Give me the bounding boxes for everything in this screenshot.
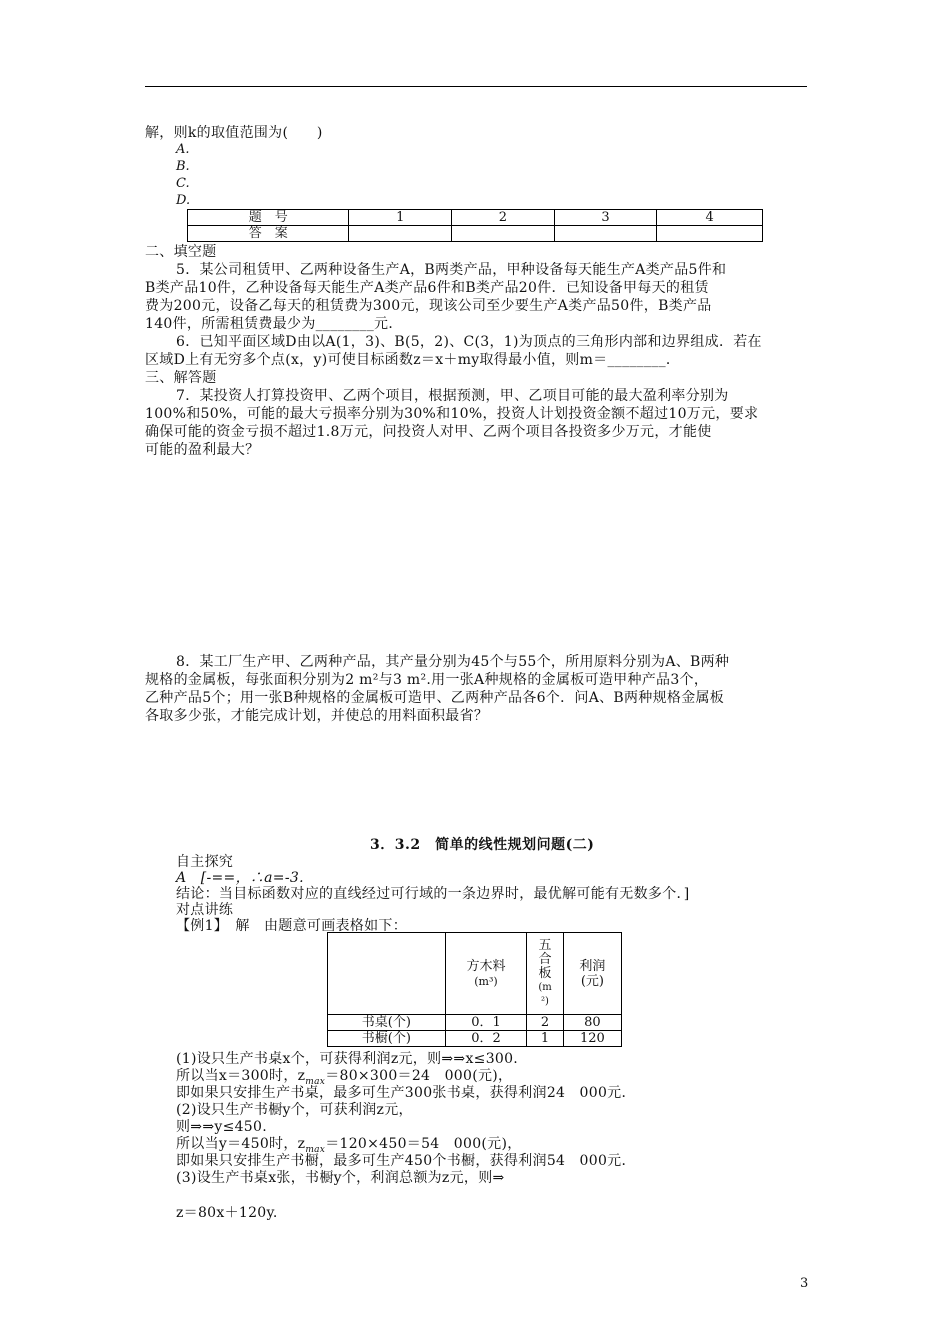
resource-table-header — [445, 933, 527, 1015]
answer-table-cell: 4 — [657, 210, 763, 226]
resource-table — [327, 932, 622, 1047]
q6-line: 6．已知平面区域D由以A(1，3)、B(5，2)、C(3，1)为顶点的三角形内部和边界组成．若在 — [176, 334, 762, 350]
row-profit: 120 — [563, 1031, 621, 1047]
page-number: 3 — [800, 1276, 809, 1291]
max-subscript: max — [305, 1076, 326, 1087]
header-plywood: 五合板 — [538, 937, 552, 981]
answer-table-cell — [554, 226, 657, 242]
answer-table-cell: 2 — [452, 210, 555, 226]
row-profit: 80 — [563, 1015, 621, 1031]
answer-table-cell: 3 — [554, 210, 657, 226]
q7-line: 可能的盈利最大？ — [145, 442, 260, 458]
option-d: D. — [176, 193, 191, 208]
answer-table-header: 题 号 — [188, 210, 349, 226]
header-profit: 利润 — [579, 958, 606, 974]
q5-line: 140件，所需租赁费最少为________元． — [145, 316, 403, 332]
q7-line: 100%和50%，可能的最大亏损率分别为30%和10%，投资人计划投资金额不超过10万元，要求 — [145, 406, 759, 422]
section-fill-heading: 二、填空题 — [145, 244, 217, 260]
self-explore-heading: 自主探究 — [176, 854, 234, 870]
conclusion-line: 结论：当目标函数对应的直线经过可行域的一条边界时，最优解可能有无数多个．] — [176, 886, 690, 902]
header-plywood-unit: (m²) — [538, 981, 552, 1007]
solution-text: ＝120×450＝54 000(元)， — [325, 1136, 522, 1152]
practice-heading: 对点讲练 — [176, 902, 234, 918]
answer-a-line: A [-==，∴a=-3. — [176, 870, 304, 886]
solution-text: 所以当x＝300时，z — [176, 1068, 306, 1084]
q8-line: 8．某工厂生产甲、乙两种产品，其产量分别为45个与55个，所用原料分别为A、B两种 — [176, 654, 730, 670]
q5-line: B类产品10件，乙种设备每天能生产A类产品6件和B类产品20件．已知设备甲每天的租赁 — [145, 280, 709, 296]
q8-line: 规格的金属板，每张面积分别为2 m²与3 m².用一张A种规格的金属板可造甲种产品3个， — [145, 672, 709, 688]
header-wood: 方木料 — [466, 958, 506, 974]
option-b: B. — [176, 159, 190, 174]
question-line: 解，则k的取值范围为( ) — [145, 125, 323, 141]
example1-line: 【例1】 解 由题意可画表格如下： — [176, 918, 408, 934]
header-wood-unit: (m³) — [474, 974, 498, 988]
solution-line: 即如果只安排生产书桌，最多可生产300张书桌，获得利润24 000元． — [176, 1085, 636, 1101]
solution-line: (3)设生产书桌x张，书橱y个，利润总额为z元，则⇒ — [176, 1170, 505, 1186]
answer-section-title: 3．3.2 简单的线性规划问题(二) — [370, 837, 595, 853]
answer-table-header: 答 案 — [188, 226, 349, 242]
solution-line: (2)设只生产书橱y个，可获利润z元， — [176, 1102, 413, 1118]
header-profit-unit: (元) — [580, 973, 604, 989]
solution-text: ＝80×300＝24 000(元)， — [325, 1068, 513, 1084]
q7-line: 7．某投资人打算投资甲、乙两个项目，根据预测，甲、乙项目可能的最大盈利率分别为 — [176, 388, 729, 404]
resource-table-corner — [328, 933, 446, 1015]
answer-table-cell: 1 — [349, 210, 452, 226]
row-plywood: 2 — [527, 1015, 564, 1031]
row-name: 书橱(个) — [328, 1031, 446, 1047]
solution-line: (1)设只生产书桌x个，可获得利润z元，则⇒⇒x≤300. — [176, 1051, 519, 1067]
q8-line: 各取多少张，才能完成计划，并使总的用料面积最省？ — [145, 708, 489, 724]
row-wood: 0．2 — [445, 1031, 527, 1047]
solution-text: 所以当y＝450时，z — [176, 1136, 306, 1152]
resource-table-header — [527, 933, 564, 1015]
option-c: C. — [176, 176, 190, 191]
solution-line: z＝80x＋120y. — [176, 1205, 278, 1221]
answer-table — [187, 209, 763, 242]
q5-line: 费为200元，设备乙每天的租赁费为300元，现该公司至少要生产A类产品50件，B类产品 — [145, 298, 712, 314]
q7-line: 确保可能的资金亏损不超过1.8万元，问投资人对甲、乙两个项目各投资多少万元，才能使 — [145, 424, 712, 440]
row-wood: 0．1 — [445, 1015, 527, 1031]
resource-table-header — [563, 933, 621, 1015]
q5-line: 5．某公司租赁甲、乙两种设备生产A，B两类产品，甲种设备每天能生产A类产品5件和 — [176, 262, 727, 278]
option-a: A. — [176, 142, 190, 157]
answer-table-cell — [349, 226, 452, 242]
q6-line: 区域D上有无穷多个点(x，y)可使目标函数z＝x＋my取得最小值，则m＝________． — [145, 352, 681, 368]
section-solve-heading: 三、解答题 — [145, 370, 217, 386]
header-rule — [145, 86, 807, 87]
max-subscript: max — [305, 1144, 326, 1155]
row-plywood: 1 — [527, 1031, 564, 1047]
answer-table-cell — [452, 226, 555, 242]
solution-line: 即如果只安排生产书橱，最多可生产450个书橱，获得利润54 000元． — [176, 1153, 636, 1169]
answer-table-cell — [657, 226, 763, 242]
q8-line: 乙种产品5个；用一张B种规格的金属板可造甲、乙两种产品各6个．问A、B两种规格金属板 — [145, 690, 725, 706]
row-name: 书桌(个) — [328, 1015, 446, 1031]
solution-line: 则⇒⇒y≤450. — [176, 1119, 267, 1135]
